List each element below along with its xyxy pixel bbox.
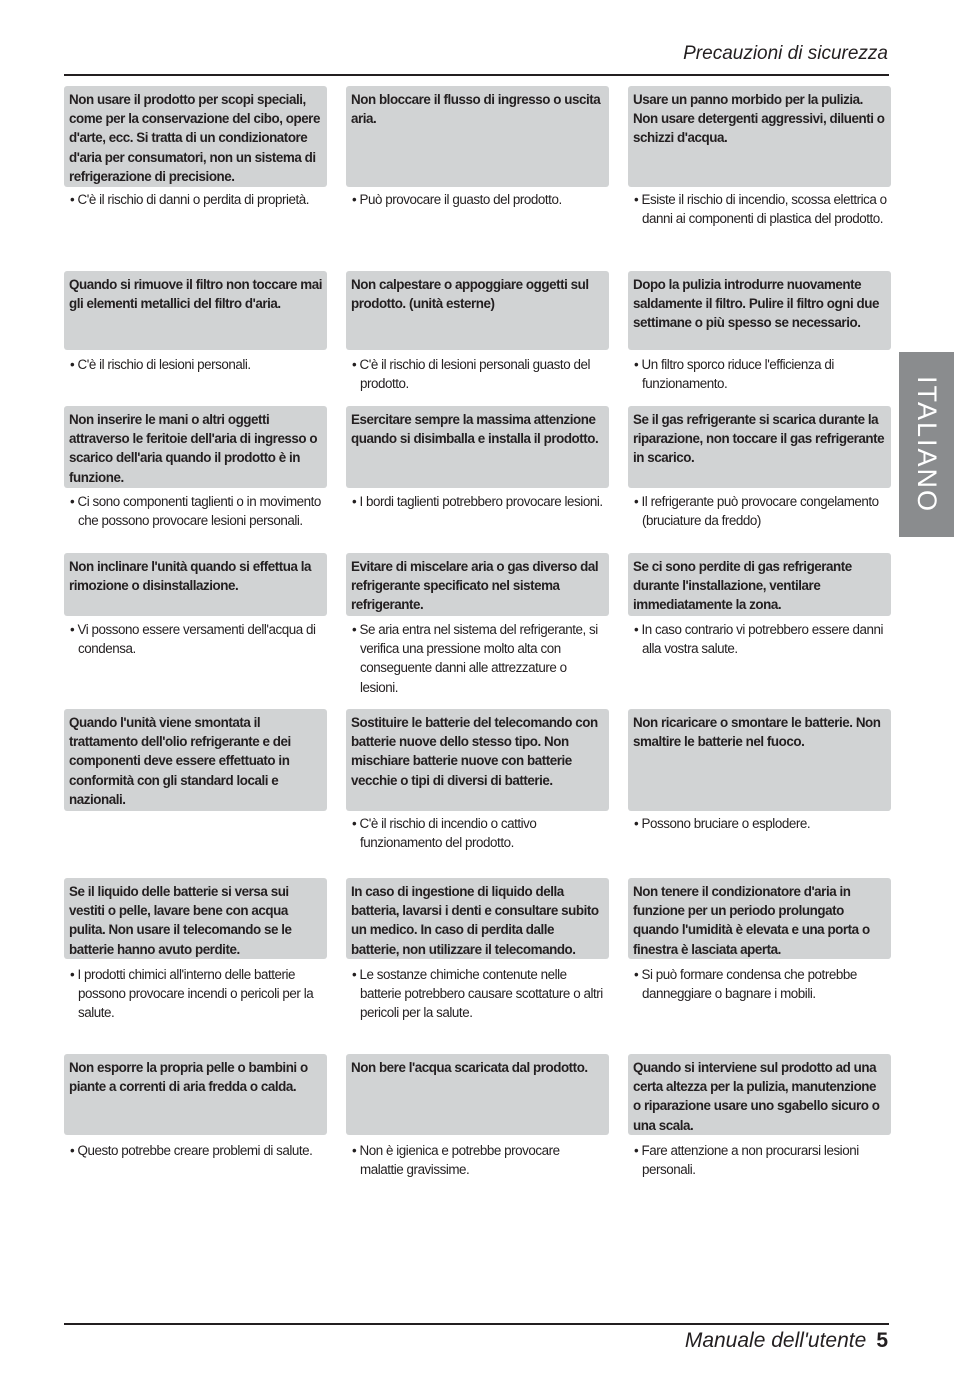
caution-note: • In caso contrario vi potrebbero essere danni alla vostra salute. — [628, 620, 891, 658]
caution-box: Non bere l'acqua scaricata dal prodotto. — [346, 1054, 609, 1135]
caution-box: Quando si rimuove il filtro non toccare mai gli elementi metallici del filtro d'aria. — [64, 271, 327, 350]
caution-note: • Fare attenzione a non procurarsi lesioni personali. — [628, 1141, 891, 1179]
caution-note: • Un filtro sporco riduce l'efficienza di funzionamento. — [628, 355, 891, 393]
caution-box: Sostituire le batterie del telecomando con batterie nuove dello stesso tipo. Non mischiare batterie nuove con batterie vecchie o tipi di diversi di batterie. — [346, 709, 609, 811]
footer — [685, 1329, 888, 1353]
caution-box: Non bloccare il flusso di ingresso o uscita aria. — [346, 86, 609, 187]
caution-box: Non inclinare l'unità quando si effettua la rimozione o disinstallazione. — [64, 553, 327, 616]
page-number: 5 — [876, 1329, 888, 1352]
caution-box: In caso di ingestione di liquido della batteria, lavarsi i denti e consultare subito un medico. In caso di perdita dalle batterie, non utilizzare il telecomando. — [346, 878, 609, 959]
caution-note: • C'è il rischio di incendio o cattivo funzionamento del prodotto. — [346, 814, 609, 852]
caution-box: Quando si interviene sul prodotto ad una certa altezza per la pulizia, manutenzione o riparazione usare uno sgabello sicuro o una scala. — [628, 1054, 891, 1135]
header-title: Precauzioni di sicurezza — [683, 43, 888, 64]
caution-box: Non inserire le mani o altri oggetti attraverso le feritoie dell'aria di ingresso o scarico dell'aria quando il prodotto è in funzione. — [64, 406, 327, 488]
caution-note: • I prodotti chimici all'interno delle batterie possono provocare incendi o pericoli per la salute. — [64, 965, 327, 1023]
caution-box: Se il gas refrigerante si scarica durante la riparazione, non toccare il gas refrigerante in scarico. — [628, 406, 891, 488]
caution-box: Quando l'unità viene smontata il trattamento dell'olio refrigerante e dei componenti deve essere effettuato in conformità con gli standard locali e nazionali. — [64, 709, 327, 811]
caution-note: • Si può formare condensa che potrebbe danneggiare o bagnare i mobili. — [628, 965, 891, 1003]
caution-note: • I bordi taglienti potrebbero provocare lesioni. — [346, 492, 609, 511]
caution-note: • Possono bruciare o esplodere. — [628, 814, 891, 833]
caution-box: Non tenere il condizionatore d'aria in funzione per un periodo prolungato quando l'umidità è elevata e una porta o finestra è lasciata aperta. — [628, 878, 891, 959]
caution-note: • Ci sono componenti taglienti o in movimento che possono provocare lesioni personali. — [64, 492, 327, 530]
caution-box: Se il liquido delle batterie si versa sui vestiti o pelle, lavare bene con acqua pulita. Non usare il telecomando se le batterie hanno avuto perdite. — [64, 878, 327, 959]
language-tab-label: ITALIANO — [912, 375, 942, 514]
caution-note: • Le sostanze chimiche contenute nelle batterie potrebbero causare scottature o altri pericoli per la salute. — [346, 965, 609, 1023]
caution-box: Usare un panno morbido per la pulizia. Non usare detergenti aggressivi, diluenti o schizzi d'acqua. — [628, 86, 891, 187]
caution-box: Evitare di miscelare aria o gas diverso dal refrigerante specificato nel sistema refrigerante. — [346, 553, 609, 616]
caution-box: Non ricaricare o smontare le batterie. Non smaltire le batterie nel fuoco. — [628, 709, 891, 811]
caution-note: • C'è il rischio di lesioni personali guasto del prodotto. — [346, 355, 609, 393]
caution-note: • C'è il rischio di lesioni personali. — [64, 355, 327, 374]
caution-box: Dopo la pulizia introdurre nuovamente saldamente il filtro. Pulire il filtro ogni due settimane o più spesso se necessario. — [628, 271, 891, 350]
footer-rule — [64, 1323, 889, 1325]
header-rule — [64, 74, 889, 76]
caution-note: • Se aria entra nel sistema del refrigerante, si verifica una pressione molto alta con conseguente danni alle attrezzature o lesioni. — [346, 620, 609, 697]
caution-box: Se ci sono perdite di gas refrigerante durante l'installazione, ventilare immediatamente la zona. — [628, 553, 891, 616]
caution-note: • C'è il rischio di danni o perdita di proprietà. — [64, 190, 327, 209]
caution-note: • Non è igienica e potrebbe provocare malattie gravissime. — [346, 1141, 609, 1179]
caution-note: • Vi possono essere versamenti dell'acqua di condensa. — [64, 620, 327, 658]
caution-box: Esercitare sempre la massima attenzione quando si disimballa e installa il prodotto. — [346, 406, 609, 488]
caution-box: Non esporre la propria pelle o bambini o piante a correnti di aria fredda o calda. — [64, 1054, 327, 1135]
manual-title: Manuale dell'utente — [684, 1329, 867, 1352]
caution-note: • Può provocare il guasto del prodotto. — [346, 190, 609, 209]
caution-box: Non calpestare o appoggiare oggetti sul prodotto. (unità esterne) — [346, 271, 609, 350]
caution-box: Non usare il prodotto per scopi speciali, come per la conservazione del cibo, opere d'arte, ecc. Si tratta di un condizionatore d'aria per consumatori, non un sistema di refrigerazione di precisione. — [64, 86, 327, 187]
caution-note: • Il refrigerante può provocare congelamento (bruciature da freddo) — [628, 492, 891, 530]
language-tab — [899, 352, 954, 537]
caution-note: • Esiste il rischio di incendio, scossa elettrica o danni ai componenti di plastica del prodotto. — [628, 190, 891, 228]
caution-note: • Questo potrebbe creare problemi di salute. — [64, 1141, 327, 1160]
